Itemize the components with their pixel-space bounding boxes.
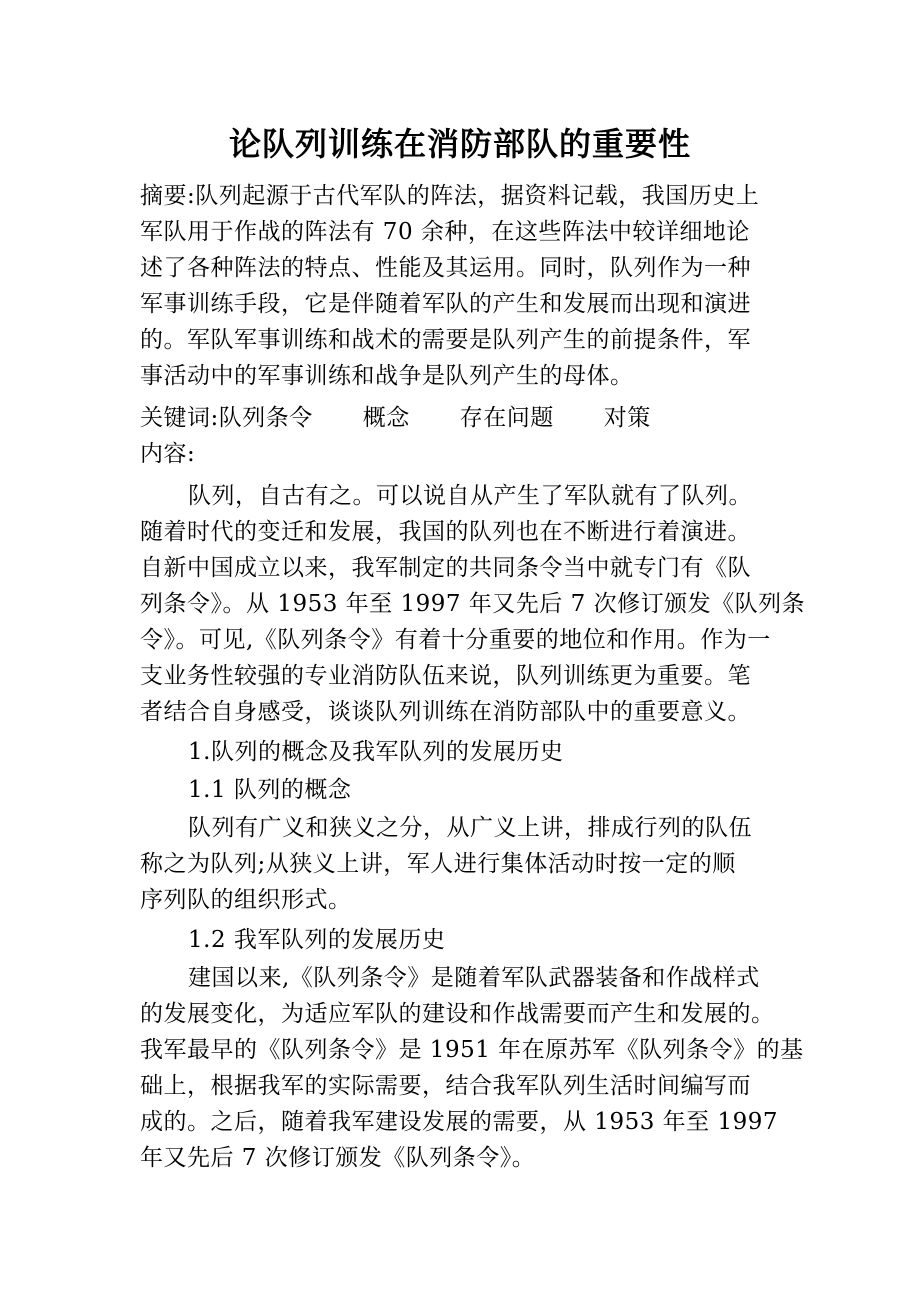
body-line: 称之为队列;从狭义上讲，军人进行集体活动时按一定的顺 [140,851,736,877]
body-line: 础上，根据我军的实际需要，结合我军队列生活时间编写而 [140,1073,751,1099]
keyword: 存在问题 [459,405,554,431]
body-line: 随着时代的变迁和发展，我国的队列也在不断进行着演进。 [140,519,751,545]
body-line: 序列队的组织形式。 [140,887,352,913]
body-line: 队列，自古有之。可以说自从产生了军队就有了队列。 [188,483,752,509]
body-line: 自新中国成立以来，我军制定的共同条令当中就专门有《队 [140,555,751,581]
keyword: 对策 [603,405,651,431]
abstract-line: 军事训练手段，它是伴随着军队的产生和发展而出现和演进 [140,291,751,317]
keyword: 概念 [362,405,410,431]
body-line: 支业务性较强的专业消防队伍来说，队列训练更为重要。笔 [140,663,751,689]
body-line: 队列有广义和狭义之分，从广义上讲，排成行列的队伍 [188,815,752,841]
section-heading: 1.队列的概念及我军队列的发展历史 [188,739,564,765]
keywords-label: 关键词: [140,405,219,431]
content-label: 内容: [140,441,196,467]
keywords-line [140,400,651,436]
body-line: 成的。之后，随着我军建设发展的需要，从 1953 年至 1997 [140,1109,778,1135]
body-line: 令》。可见,《队列条令》有着十分重要的地位和作用。作为一 [140,627,771,653]
body-line: 者结合自身感受，谈谈队列训练在消防部队中的重要意义。 [140,699,751,725]
body-line: 年又先后 7 次修订颁发《队列条令》。 [140,1145,536,1171]
body-line: 列条令》。从 1953 年至 1997 年又先后 7 次修订颁发《队列条 [140,591,806,617]
keyword: 队列条令 [218,405,313,431]
body-line: 我军最早的《队列条令》是 1951 年在原苏军《队列条令》的基 [140,1037,804,1063]
subsection-heading: 1.1 队列的概念 [188,777,352,803]
document-title: 论队列训练在消防部队的重要性 [228,125,691,163]
body-line: 建国以来,《队列条令》是随着军队武器装备和作战样式 [188,965,760,991]
abstract-line: 事活动中的军事训练和战争是队列产生的母体。 [140,363,634,389]
abstract-line: 述了各种阵法的特点、性能及其运用。同时，队列作为一种 [140,255,751,281]
subsection-heading: 1.2 我军队列的发展历史 [188,927,446,953]
abstract-line: 军队用于作战的阵法有 70 余种，在这些阵法中较详细地论 [140,219,750,245]
abstract-line: 摘要:队列起源于古代军队的阵法，据资料记载，我国历史上 [140,183,760,209]
body-line: 的发展变化，为适应军队的建设和作战需要而产生和发展的。 [140,1001,775,1027]
abstract-line: 的。军队军事训练和战术的需要是队列产生的前提条件，军 [140,327,751,353]
